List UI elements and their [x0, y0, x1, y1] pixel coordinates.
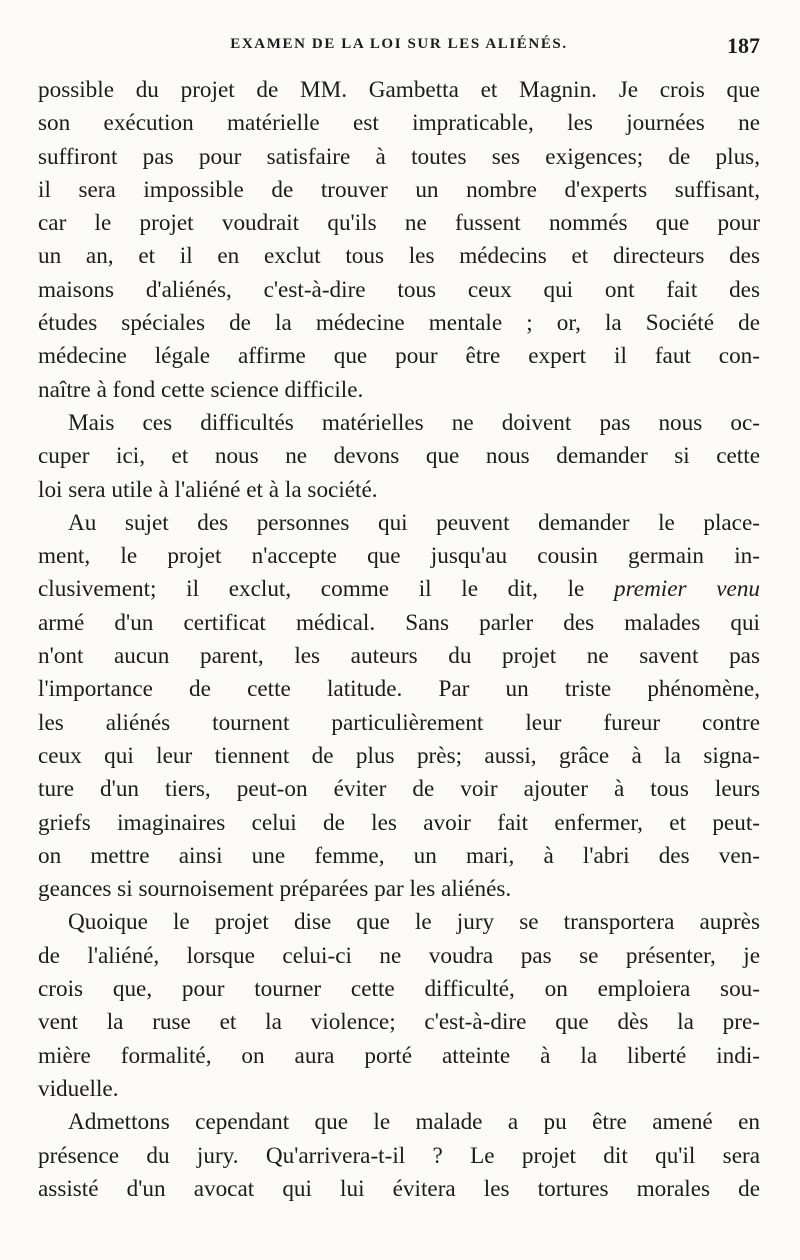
text-line: Admettons cependant que le malade a pu être amené en: [68, 1109, 760, 1136]
running-head: [38, 33, 760, 64]
text-line: Quoique le projet dise que le jury se transportera auprès: [68, 909, 760, 936]
paragraph-5: [38, 1106, 760, 1206]
text-body: [38, 74, 760, 1206]
paragraph-2: [38, 407, 760, 507]
text-line: présence du jury. Qu'arrivera-t-il ? Le projet dit qu'il sera: [38, 1142, 760, 1169]
text-line: armé d'un certificat médical. Sans parler des malades qui: [38, 609, 760, 636]
page-number: 187: [727, 33, 760, 58]
paragraph-1: [38, 74, 760, 407]
running-title: EXAMEN DE LA LOI SUR LES ALIÉNÉS.: [230, 36, 568, 52]
text-line: loi sera utile à l'aliéné et à la société.: [38, 476, 378, 503]
text-line: l'importance de cette latitude. Par un triste phénomène,: [38, 676, 760, 703]
text-line: on mettre ainsi une femme, un mari, à l'abri des ven-: [38, 842, 760, 869]
text-line: [38, 573, 760, 606]
text-line: les aliénés tournent particulièrement leur fureur contre: [38, 709, 760, 736]
text-line: Au sujet des personnes qui peuvent demander le place-: [68, 509, 760, 536]
text-line: Mais ces difficultés matérielles ne doivent pas nous oc-: [68, 409, 760, 436]
text-line: ceux qui leur tiennent de plus près; aussi, grâce à la signa-: [38, 742, 760, 769]
text-line: geances si sournoisement préparées par les aliénés.: [38, 876, 512, 903]
paragraph-4: [38, 906, 760, 1106]
paragraph-3: [38, 507, 760, 907]
italic-phrase: premier venu: [614, 576, 760, 603]
text-line: assisté d'un avocat qui lui évitera les tortures morales de: [38, 1175, 760, 1202]
text-line: n'ont aucun parent, les auteurs du projet ne savent pas: [38, 643, 760, 670]
text-line: mière formalité, on aura porté atteinte à la liberté indi-: [38, 1042, 760, 1069]
text-line: médecine légale affirme que pour être expert il faut con-: [38, 343, 760, 370]
text-line: son exécution matérielle est impraticable, les journées ne: [38, 110, 760, 137]
text-line: ment, le projet n'accepte que jusqu'au cousin germain in-: [38, 543, 760, 570]
text-line: vent la ruse et la violence; c'est-à-dire que dès la pre-: [38, 1009, 760, 1036]
text-line: cuper ici, et nous ne devons que nous demander si cette: [38, 443, 760, 470]
text-line: de l'aliéné, lorsque celui-ci ne voudra pas se présenter, je: [38, 942, 760, 969]
text-line: crois que, pour tourner cette difficulté, on emploiera sou-: [38, 976, 760, 1003]
text-line: suffiront pas pour satisfaire à toutes ses exigences; de plus,: [38, 143, 760, 170]
text-line: il sera impossible de trouver un nombre d'experts suffisant,: [38, 176, 760, 203]
text-line: naître à fond cette science difficile.: [38, 376, 364, 403]
text-line: car le projet voudrait qu'ils ne fussent nommés que pour: [38, 210, 760, 237]
text-line: ture d'un tiers, peut-on éviter de voir ajouter à tous leurs: [38, 776, 760, 803]
text-line: études spéciales de la médecine mentale ; or, la Société de: [38, 310, 760, 337]
text-segment: clusivement; il exclut, comme il le dit, le: [38, 576, 585, 603]
text-line: griefs imaginaires celui de les avoir fait enfermer, et peut-: [38, 809, 760, 836]
text-line: possible du projet de MM. Gambetta et Magnin. Je crois que: [38, 77, 760, 103]
text-line: un an, et il en exclut tous les médecins et directeurs des: [38, 243, 760, 270]
text-line: maisons d'aliénés, c'est-à-dire tous ceux qui ont fait des: [38, 276, 760, 303]
text-line: viduelle.: [38, 1075, 119, 1102]
